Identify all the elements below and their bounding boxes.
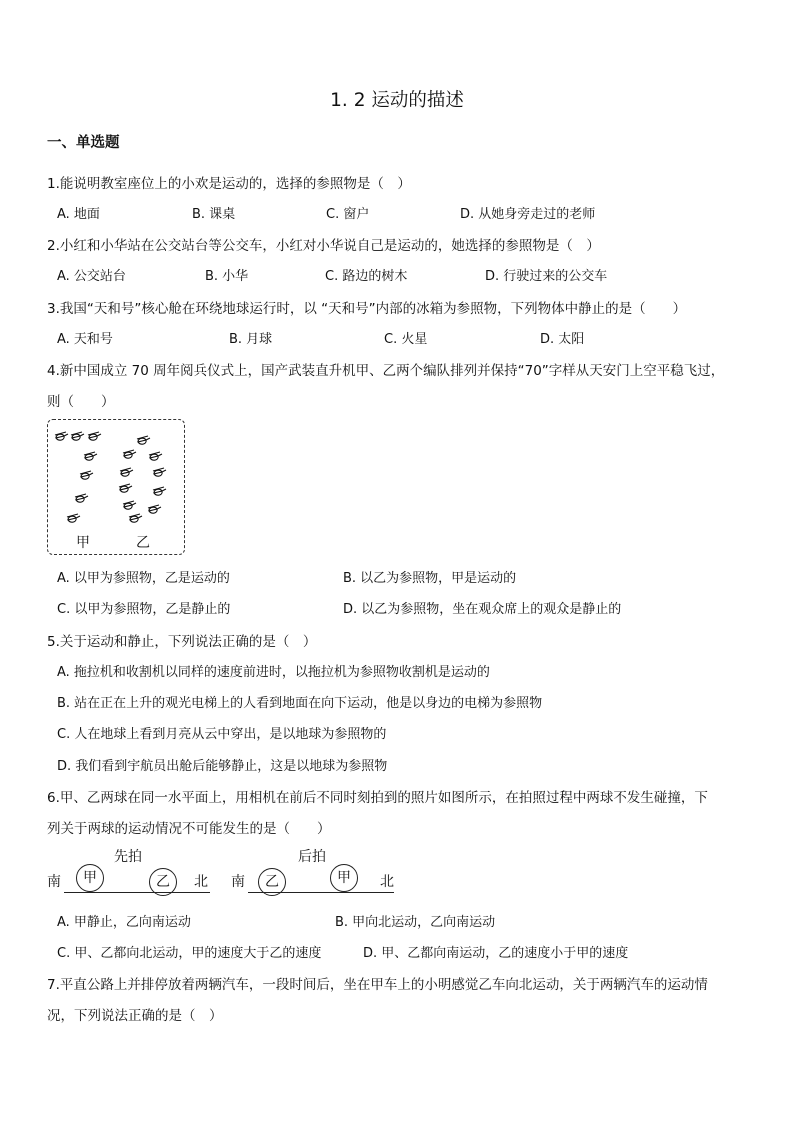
helicopter-icon [129,514,142,522]
helicopter-icon [71,432,84,440]
q6-option-c[interactable]: C. 甲、乙都向北运动，甲的速度大于乙的速度 [57,946,322,961]
q6-option-b[interactable]: B. 甲向北运动，乙向南运动 [335,915,496,930]
helicopter-icon [120,468,133,476]
q2-option-c[interactable]: C. 路边的树木 [325,269,408,284]
question-5-stem: 5.关于运动和静止，下列说法正确的是（ ） [47,634,317,650]
helicopter-icon [88,432,101,440]
helicopter-icon [75,494,88,502]
question-4-stem-line-1: 4.新中国成立 70 周年阅兵仪式上，国产武装直升机甲、乙两个编队排列并保持“70”字样从天安门上空平稳飞过， [47,363,725,379]
q4-option-c[interactable]: C. 以甲为参照物，乙是静止的 [57,602,231,617]
q5-option-a[interactable]: A. 拖拉机和收割机以同样的速度前进时，以拖拉机为参照物收割机是运动的 [57,665,490,680]
helicopter-icon [80,471,93,479]
q3-option-c[interactable]: C. 火星 [384,332,428,347]
helicopter-icon [55,432,68,440]
helicopter-icon [67,514,80,522]
helicopter-icon [153,487,166,495]
q1-option-d[interactable]: D. 从她身旁走过的老师 [460,207,596,222]
photo-first-caption: 先拍 [114,849,142,865]
q6-option-a[interactable]: A. 甲静止，乙向南运动 [57,915,191,930]
photo-second-ball-jia: 甲 [330,864,358,892]
q5-option-c[interactable]: C. 人在地球上看到月亮从云中穿出，是以地球为参照物的 [57,727,387,742]
photo-first-ball-yi: 乙 [149,868,177,896]
helicopter-icon [84,452,97,460]
q4-option-d[interactable]: D. 以乙为参照物，坐在观众席上的观众是静止的 [343,602,622,617]
photo-first-ball-jia: 甲 [76,864,104,892]
question-6-stem-line-2: 列关于两球的运动情况不可能发生的是（ ） [47,821,331,837]
q1-option-a[interactable]: A. 地面 [57,207,100,222]
q5-option-d[interactable]: D. 我们看到宇航员出舱后能够静止，这是以地球为参照物 [57,759,388,774]
section-heading: 一、单选题 [47,135,120,151]
helicopter-icon [119,484,132,492]
q1-option-c[interactable]: C. 窗户 [326,207,370,222]
page-title: 1. 2 运动的描述 [330,90,464,111]
question-4-stem-line-2: 则（ ） [47,394,115,410]
q3-option-b[interactable]: B. 月球 [229,332,273,347]
q3-option-a[interactable]: A. 天和号 [57,332,113,347]
q4-option-a[interactable]: A. 以甲为参照物，乙是运动的 [57,571,230,586]
photo-second-ball-yi: 乙 [258,868,286,896]
q3-option-d[interactable]: D. 太阳 [540,332,585,347]
photo-first-ground-line [64,892,210,893]
formation-label-yi: 乙 [136,535,150,551]
photo-second-south: 南 [231,874,245,890]
photo-second-north: 北 [380,874,394,890]
helicopter-icon [123,501,136,509]
formation-label-jia: 甲 [76,535,90,551]
helicopter-icon [148,505,161,513]
question-7-stem-line-1: 7.平直公路上并排停放着两辆汽车，一段时间后，坐在甲车上的小明感觉乙车向北运动，关于两辆汽车的运动情 [47,977,708,993]
question-3-stem: 3.我国“天和号”核心舱在环绕地球运行时，以 “天和号”内部的冰箱为参照物，下列物体中静止的是（ ） [47,301,687,317]
helicopter-icon [153,468,166,476]
photo-first-north: 北 [194,874,208,890]
question-2-stem: 2.小红和小华站在公交站台等公交车，小红对小华说自己是运动的，她选择的参照物是（ ） [47,238,600,254]
q6-option-d[interactable]: D. 甲、乙都向南运动，乙的速度小于甲的速度 [363,946,629,961]
helicopter-icon [137,436,150,444]
formation-drawing [48,420,184,554]
q4-option-b[interactable]: B. 以乙为参照物，甲是运动的 [343,571,517,586]
formation-figure [47,419,185,555]
photo-second-caption: 后拍 [298,849,326,865]
helicopter-icon [149,452,162,460]
helicopter-icon [123,450,136,458]
question-7-stem-line-2: 况，下列说法正确的是（ ） [47,1008,223,1024]
question-6-stem-line-1: 6.甲、乙两球在同一水平面上，用相机在前后不同时刻拍到的照片如图所示，在拍照过程中两球不发生碰撞，下 [47,790,708,806]
q2-option-d[interactable]: D. 行驶过来的公交车 [485,269,608,284]
q5-option-b[interactable]: B. 站在正在上升的观光电梯上的人看到地面在向下运动，他是以身边的电梯为参照物 [57,696,543,711]
photo-first-south: 南 [47,874,61,890]
q1-option-b[interactable]: B. 课桌 [192,207,236,222]
question-1-stem: 1.能说明教室座位上的小欢是运动的，选择的参照物是（ ） [47,176,411,192]
q2-option-a[interactable]: A. 公交站台 [57,269,126,284]
q2-option-b[interactable]: B. 小华 [205,269,249,284]
